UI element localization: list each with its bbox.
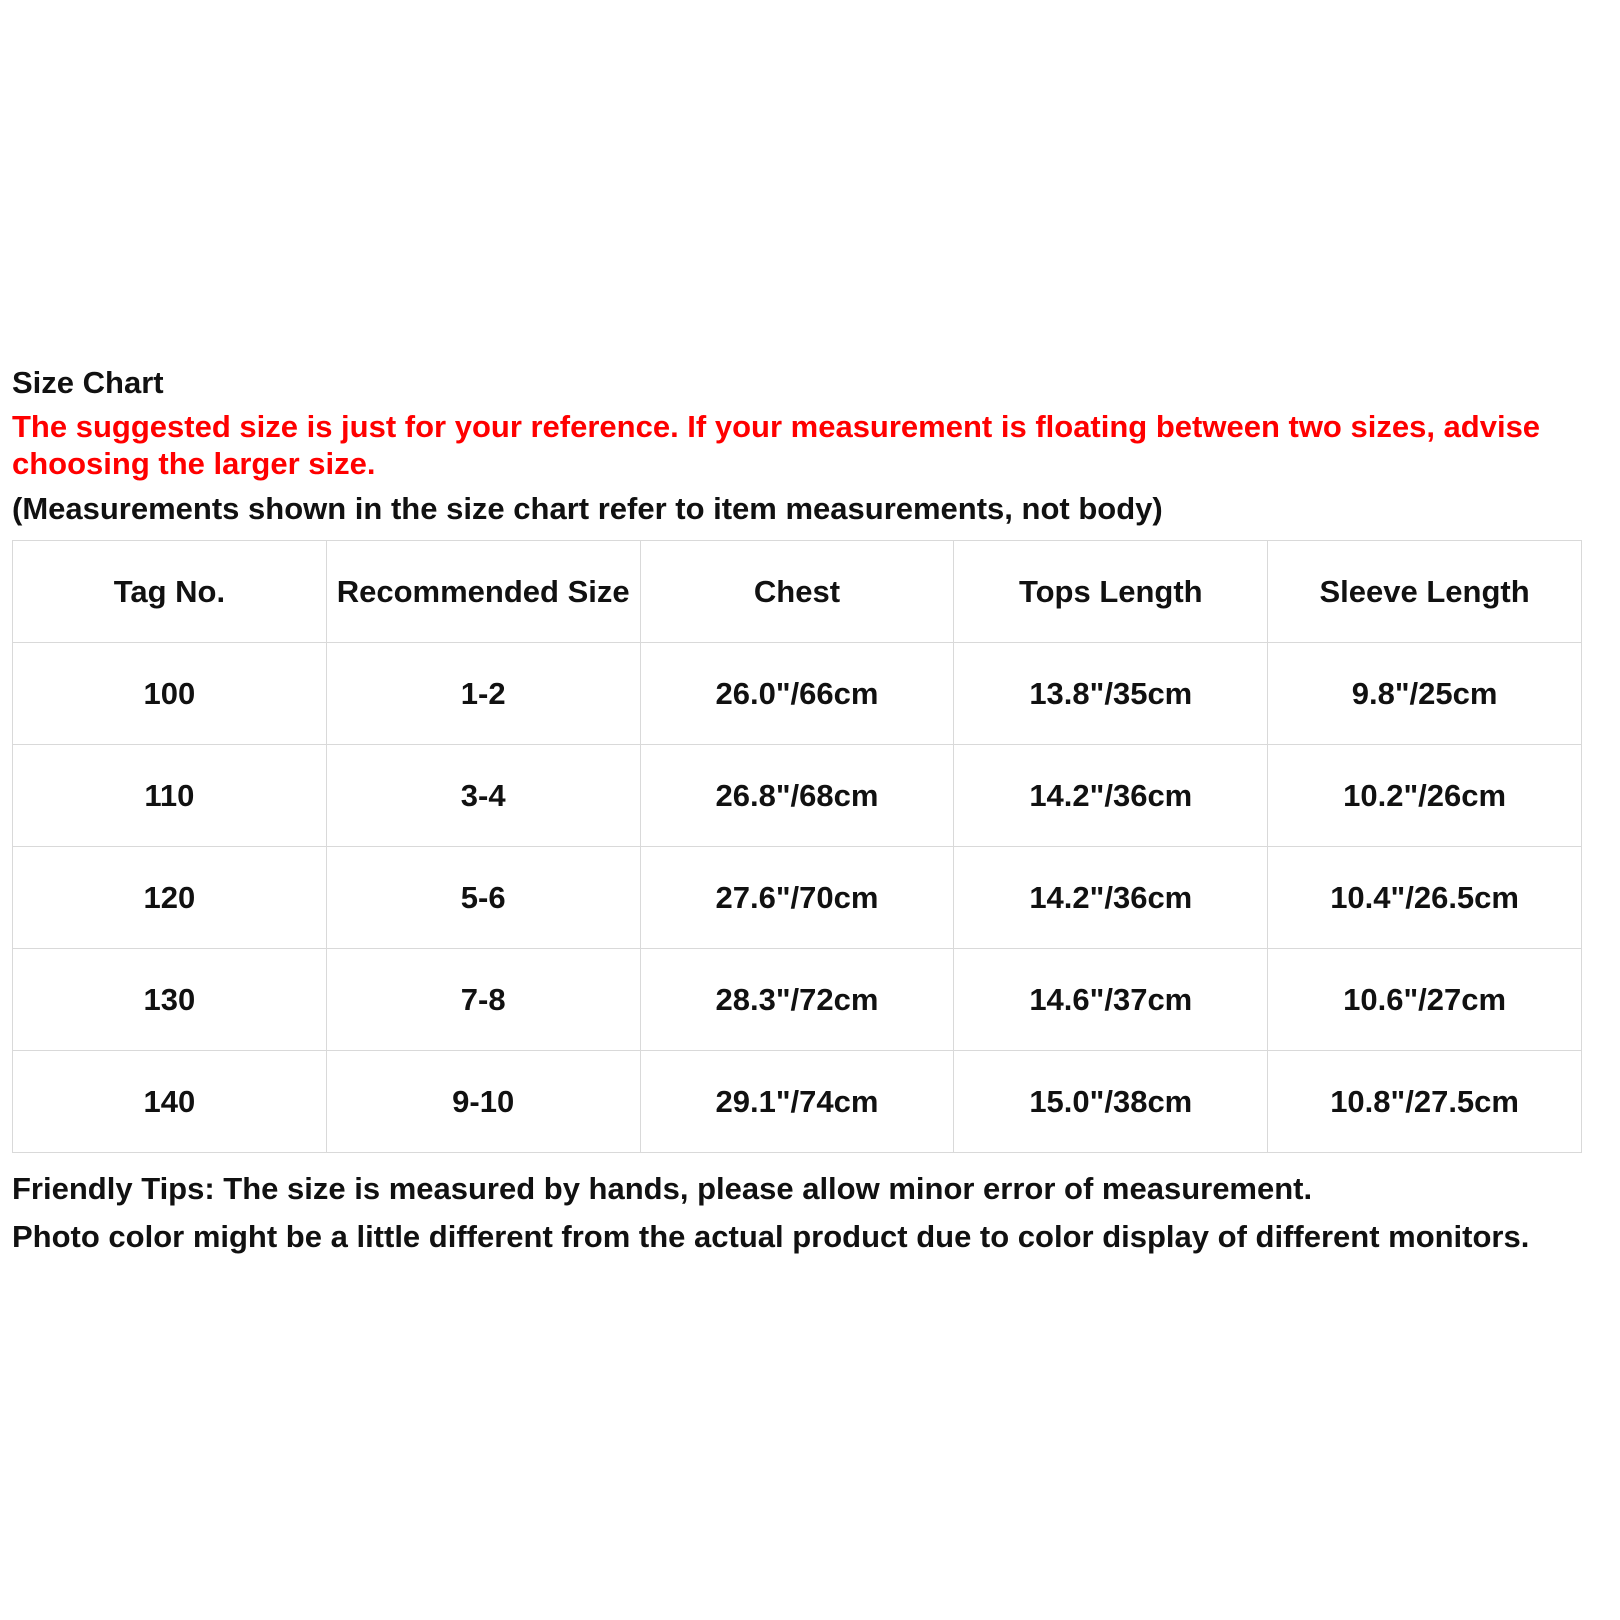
cell-tag-no: 140 bbox=[13, 1051, 327, 1153]
cell-tops-length: 15.0"/38cm bbox=[954, 1051, 1268, 1153]
cell-tag-no: 100 bbox=[13, 643, 327, 745]
header-tops-length: Tops Length bbox=[954, 541, 1268, 643]
table-header-row bbox=[13, 541, 1582, 643]
cell-sleeve-length: 10.4"/26.5cm bbox=[1268, 847, 1582, 949]
cell-chest: 26.0"/66cm bbox=[640, 643, 954, 745]
cell-recommended-size: 1-2 bbox=[326, 643, 640, 745]
cell-recommended-size: 5-6 bbox=[326, 847, 640, 949]
cell-chest: 29.1"/74cm bbox=[640, 1051, 954, 1153]
cell-chest: 28.3"/72cm bbox=[640, 949, 954, 1051]
size-chart-document bbox=[12, 362, 1608, 1261]
page-title: Size Chart bbox=[12, 365, 164, 400]
cell-tops-length: 14.6"/37cm bbox=[954, 949, 1268, 1051]
cell-tops-length: 13.8"/35cm bbox=[954, 643, 1268, 745]
cell-sleeve-length: 10.8"/27.5cm bbox=[1268, 1051, 1582, 1153]
cell-recommended-size: 7-8 bbox=[326, 949, 640, 1051]
friendly-tips: Friendly Tips: The size is measured by hands, please allow minor error of measurement. bbox=[12, 1171, 1313, 1206]
table-row bbox=[13, 847, 1582, 949]
header-recommended-size: Recommended Size bbox=[326, 541, 640, 643]
table-row bbox=[13, 745, 1582, 847]
header-chest: Chest bbox=[640, 541, 954, 643]
cell-chest: 26.8"/68cm bbox=[640, 745, 954, 847]
cell-tops-length: 14.2"/36cm bbox=[954, 745, 1268, 847]
cell-sleeve-length: 10.6"/27cm bbox=[1268, 949, 1582, 1051]
cell-chest: 27.6"/70cm bbox=[640, 847, 954, 949]
cell-sleeve-length: 9.8"/25cm bbox=[1268, 643, 1582, 745]
table-row bbox=[13, 643, 1582, 745]
header-sleeve-length: Sleeve Length bbox=[1268, 541, 1582, 643]
cell-tag-no: 120 bbox=[13, 847, 327, 949]
size-table bbox=[12, 540, 1582, 1153]
cell-recommended-size: 9-10 bbox=[326, 1051, 640, 1153]
table-row bbox=[13, 949, 1582, 1051]
measurement-note: (Measurements shown in the size chart refer to item measurements, not body) bbox=[12, 491, 1163, 526]
cell-tag-no: 130 bbox=[13, 949, 327, 1051]
cell-recommended-size: 3-4 bbox=[326, 745, 640, 847]
photo-color-note: Photo color might be a little different from the actual product due to color display of different monitors. bbox=[12, 1219, 1530, 1254]
cell-tag-no: 110 bbox=[13, 745, 327, 847]
cell-sleeve-length: 10.2"/26cm bbox=[1268, 745, 1582, 847]
cell-tops-length: 14.2"/36cm bbox=[954, 847, 1268, 949]
size-notice: The suggested size is just for your reference. If your measurement is floating between two sizes, advise choosing the larger size. bbox=[12, 409, 1541, 481]
header-tag-no: Tag No. bbox=[13, 541, 327, 643]
table-row bbox=[13, 1051, 1582, 1153]
